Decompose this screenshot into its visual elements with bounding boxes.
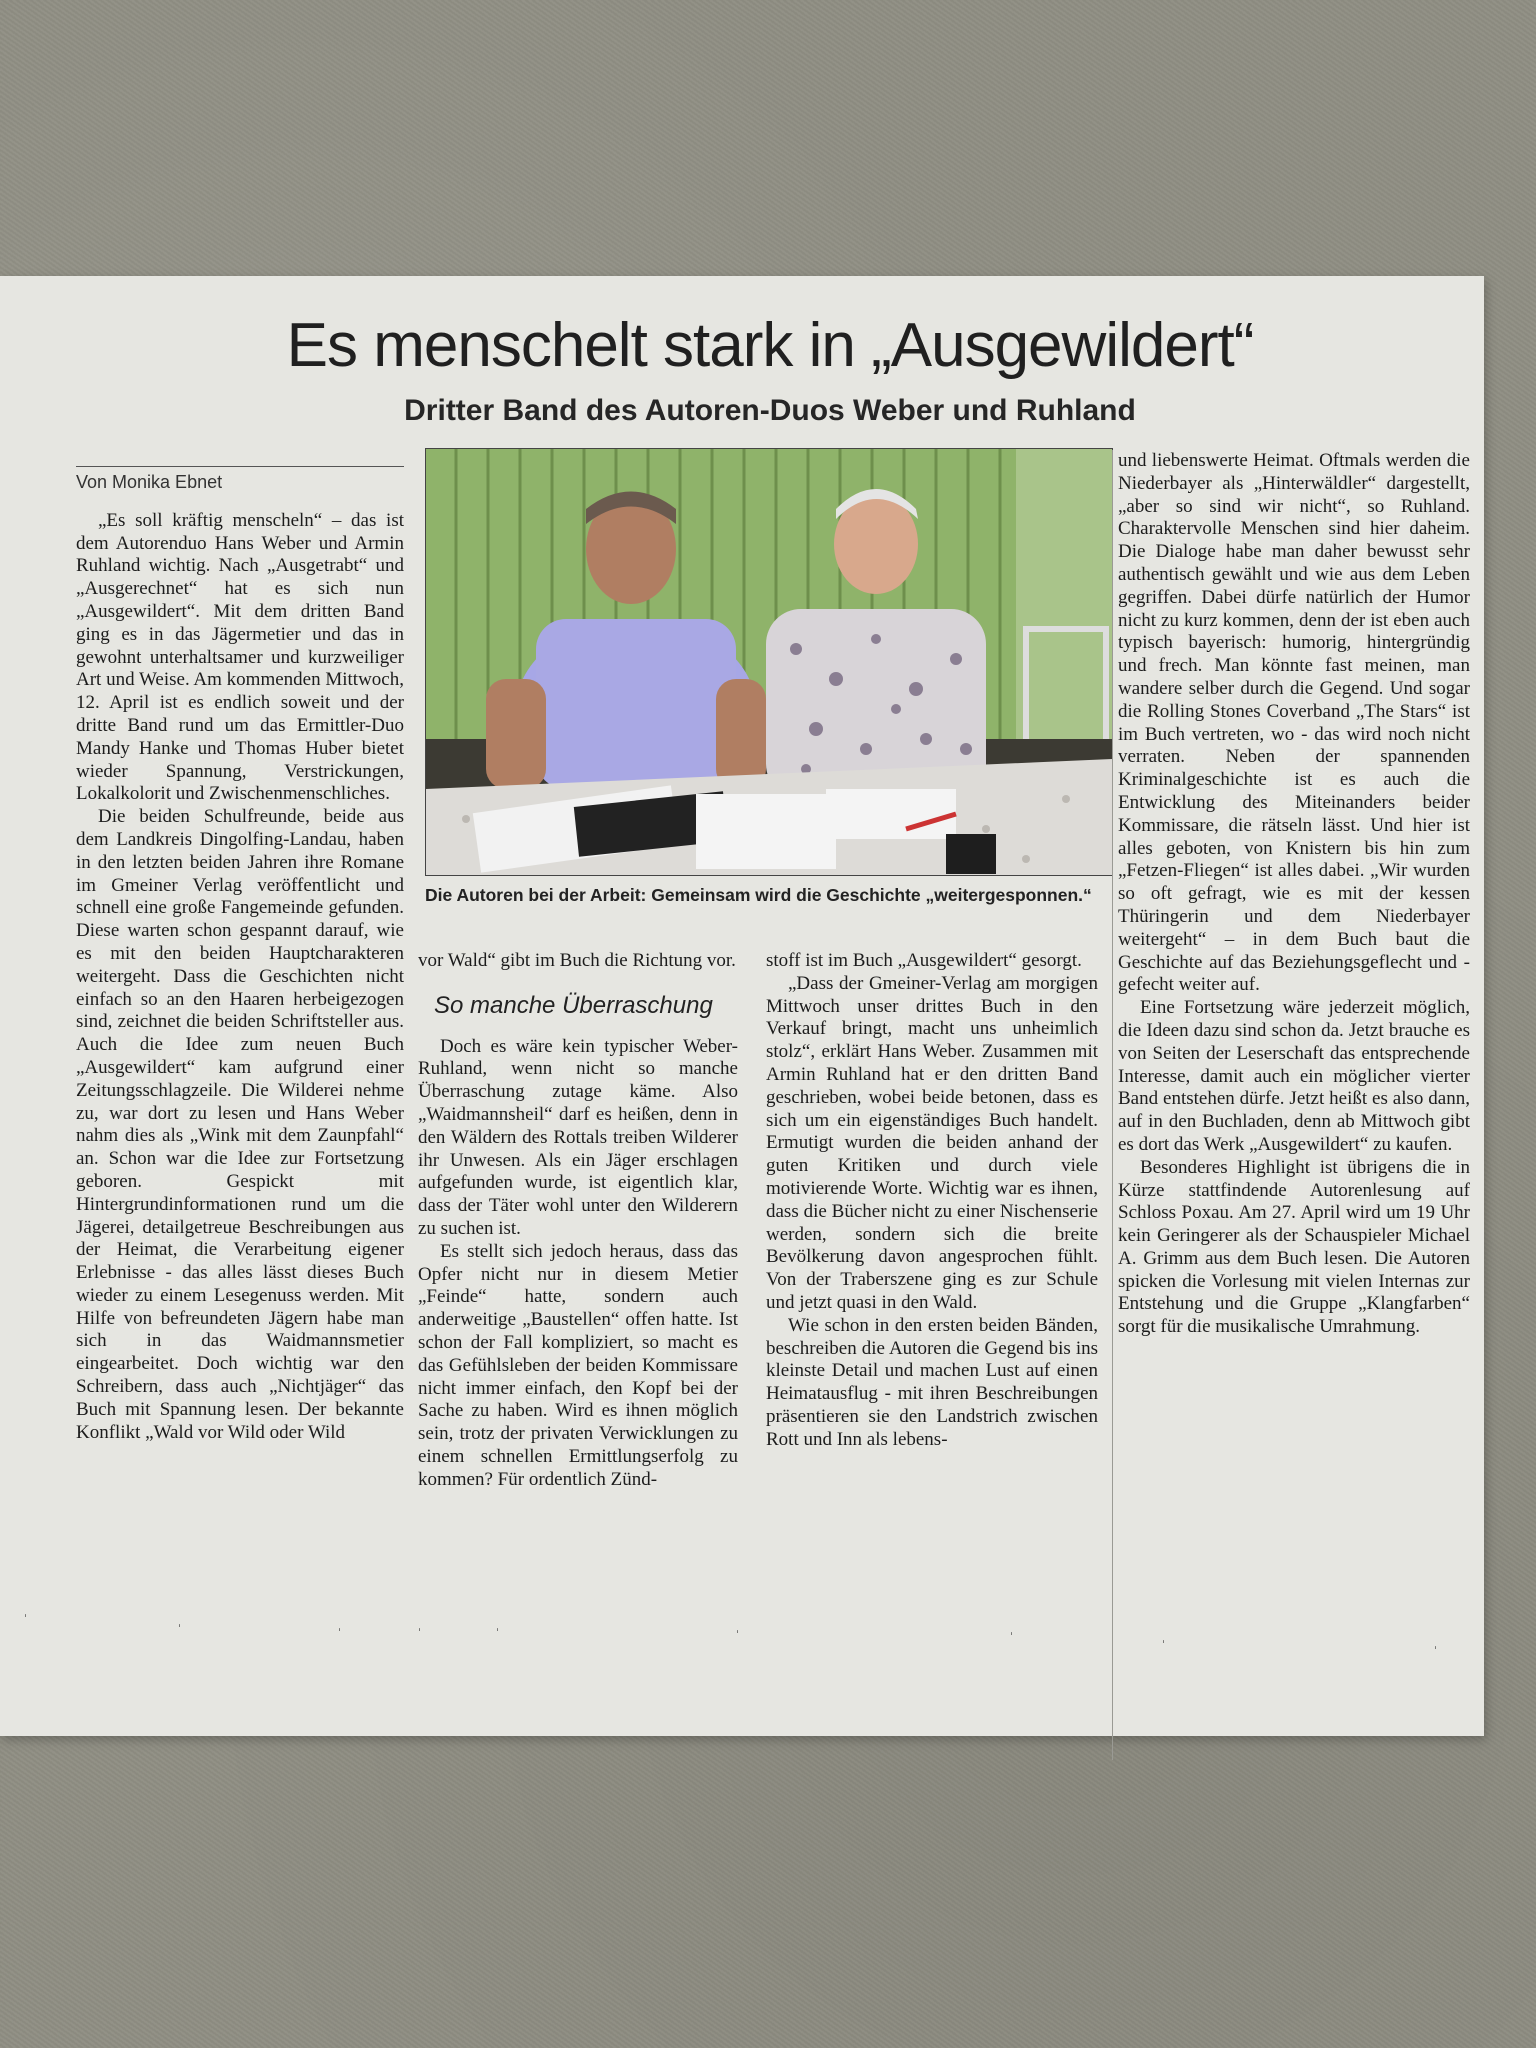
paragraph: Eine Fortsetzung wäre jederzeit möglich, die Ideen dazu sind schon da. Jetzt brauche es von Seiten der Leserschaft das entsprechende Interesse, damit auch ein möglicher vierter Band entstehen dürfe. Jetzt heißt es also dann, auf in den Buchladen, denn ab Mittwoch gibt es dort das Werk „Ausgewildert“ zu kaufen.	[1118, 997, 1470, 1155]
perforation-mark: ˈ	[496, 1626, 500, 1639]
paragraph: Die beiden Schulfreunde, beide aus dem Landkreis Dingolfing-Landau, haben in den letzten beiden Jahren ihre Romane im Gmeiner Verlag veröffentlicht und schnell eine große Fangemeinde gefunden. Diese warten schon gespannt darauf, wie es mit den beiden Hauptcharakteren weitergeht. Dass die Geschichten nicht einfach so an den Haaren herbeigezogen sind, zeichnet die beiden Schriftsteller aus. Auch die Idee zum neuen Buch „Ausgewildert“ kam aufgrund einer Zeitungsschlagzeile. Die Wilderei nehme zu, war dort zu lesen und Hans Weber nahm dies als „Wink mit dem Zaunpfahl“ an. Schon war die Idee zur Fortsetzung geboren. Gespickt mit Hintergrundinformationen rund um die Jägerei, detailgetreue Beschreibungen aus der Heimat, die Verarbeitung eigener Erlebnisse - das alles lässt dieses Buch wieder zu einem Lesegenuss werden. Mit Hilfe von befreundeten Jägern habe man sich in das Waidmannsmetier eingearbeitet. Doch wichtig war den Schreibern, dass auch „Nichtjäger“ das Buch mit Spannung lesen. Der bekannte Konflikt „Wald vor Wild oder Wild	[76, 806, 404, 1443]
perforation-mark: ˈ	[1010, 1630, 1014, 1643]
paragraph: Besonderes Highlight ist übrigens die in Kürze stattfindende Autorenlesung auf Schloss Poxau. Am 27. April wird um 19 Uhr kein Geringerer als der Schauspieler Michael A. Grimm aus dem Buch lesen. Die Autoren spicken die Vorlesung mit vielen Internas zur Entstehung und die Gruppe „Klangfarben“ sorgt für die musikalische Umrahmung.	[1118, 1156, 1470, 1338]
perforation-mark: ˈ	[736, 1628, 740, 1641]
byline: Von Monika Ebnet	[76, 466, 404, 494]
perforation-mark: ˈ	[338, 1626, 342, 1639]
photo-caption: Die Autoren bei der Arbeit: Gemeinsam wird die Geschichte „weitergesponnen.“	[425, 885, 1092, 905]
paragraph: „Dass der Gmeiner-Verlag am morgigen Mittwoch unser drittes Buch in den Verkauf bringt, macht uns unheimlich stolz“, erklärt Hans Weber. Zusammen mit Armin Ruhland hat er den dritten Band geschrieben, wobei beide betonen, dass es sich um ein eigenständiges Buch handelt. Ermutigt wurden die beiden anhand der guten Kritiken und durch viele motivierende Worte. Wichtig war es ihnen, dass die Bücher nicht zu einer Nischenserie werden, sondern sich die breite Bevölkerung davon angesprochen fühlt. Von der Traberszene ging es zur Schule und jetzt quasi in den Wald.	[766, 972, 1098, 1313]
article-column-4	[1118, 450, 1470, 1339]
perforation-mark: ˈ	[178, 1622, 182, 1635]
paragraph: und liebenswerte Heimat. Oftmals werden die Niederbayer als „Hinterwäldler“ dargestellt, „aber so sind wir nicht“, so Ruhland. Charaktervolle Menschen sind hier daheim. Die Dialoge habe man daher bewusst sehr authentisch gewählt und wie aus dem Leben gegriffen. Dabei dürfe natürlich der Humor nicht zu kurz kommen, denn der ist eben auch typisch bayerisch: humorig, hintergründig und frech. Man könnte fast meinen, man wandere selber durch die Gegend. Und sogar die Rolling Stones Coverband „The Stars“ ist im Buch vertreten, wo - das wird noch nicht verraten. Neben der spannenden Kriminalgeschichte ist es auch die Entwicklung des Miteinanders beider Kommissare, die rätseln lässt. Und hier ist alles geboten, von Knistern bis hin zum „Fetzen-Fliegen“ ist alles dabei. „Wir wurden so oft gefragt, wie es mit der kessen Thüringerin und dem Niederbayer weitergeht“ – in dem Buch baut die Geschichte auf das Beziehungsgeflecht und -gefecht weiter auf.	[1118, 450, 1470, 996]
section-heading: So manche Überraschung	[434, 991, 713, 1019]
paragraph: vor Wald“ gibt im Buch die Richtung vor.	[418, 950, 736, 971]
authors-photo	[425, 448, 1113, 876]
column-divider	[1112, 450, 1113, 1760]
article-subheadline: Dritter Band des Autoren-Duos Weber und Ruhland	[404, 394, 1136, 427]
perforation-mark: ˈ	[418, 1626, 422, 1639]
perforation-mark: ˈ	[1434, 1644, 1438, 1657]
paragraph: Doch es wäre kein typischer Weber-Ruhland, wenn nicht so manche Überraschung zutage käme. Also „Waidmannsheil“ darf es heißen, denn in den Wäldern des Rottals treiben Wilderer ihr Unwesen. Als ein Jäger erschlagen aufgefunden wurde, ist eigentlich klar, dass der Täter wohl unter den Wilderern zu suchen ist.	[418, 1035, 738, 1239]
article-column-1	[76, 466, 404, 1444]
article-column-3	[766, 950, 1098, 1452]
paragraph: „Es soll kräftig menscheln“ – das ist dem Autorenduo Hans Weber und Armin Ruhland wichtig. Nach „Ausgetrabt“ und „Ausgerechnet“ hat es sich nun „Ausgewildert“. Mit dem dritten Band ging es in das Jägermetier und das in gewohnt unterhaltsamer und kurzweiliger Art und Weise. Am kommenden Mittwoch, 12. April ist es endlich soweit und der dritte Band rund um das Ermittler-Duo Mandy Hanke und Thomas Huber bietet wieder Spannung, Verstrickungen, Lokalkolorit und Zwischenmenschliches.	[76, 509, 404, 805]
article-column-2	[418, 950, 738, 1492]
perforation-mark: ˈ	[24, 1612, 28, 1625]
paragraph: Wie schon in den ersten beiden Bänden, beschreiben die Autoren die Gegend bis ins kleinste Detail und machen Lust auf einen Heimatausflug - mit ihren Beschreibungen präsentieren sie den Landstrich zwischen Rott und Inn als lebens-	[766, 1314, 1098, 1450]
newspaper-clipping	[0, 276, 1484, 1736]
perforation-mark: ˈ	[1162, 1638, 1166, 1651]
paragraph: stoff ist im Buch „Ausgewildert“ gesorgt.	[766, 950, 1082, 971]
article-headline: Es menschelt stark in „Ausgewildert“	[286, 311, 1254, 380]
paragraph: Es stellt sich jedoch heraus, dass das Opfer nicht nur in diesem Metier „Feinde“ hatte, sondern auch anderweitige „Baustellen“ offen hatte. Ist schon der Fall kompliziert, so macht es das Gefühlsleben der beiden Kommissare nicht immer einfach, den Kopf bei der Sache zu haben. Wird es ihnen möglich sein, trotz der privaten Verwicklungen zu einem schnellen Ermittlungserfolg zu kommen? Für ordentlich Zünd-	[418, 1240, 738, 1490]
